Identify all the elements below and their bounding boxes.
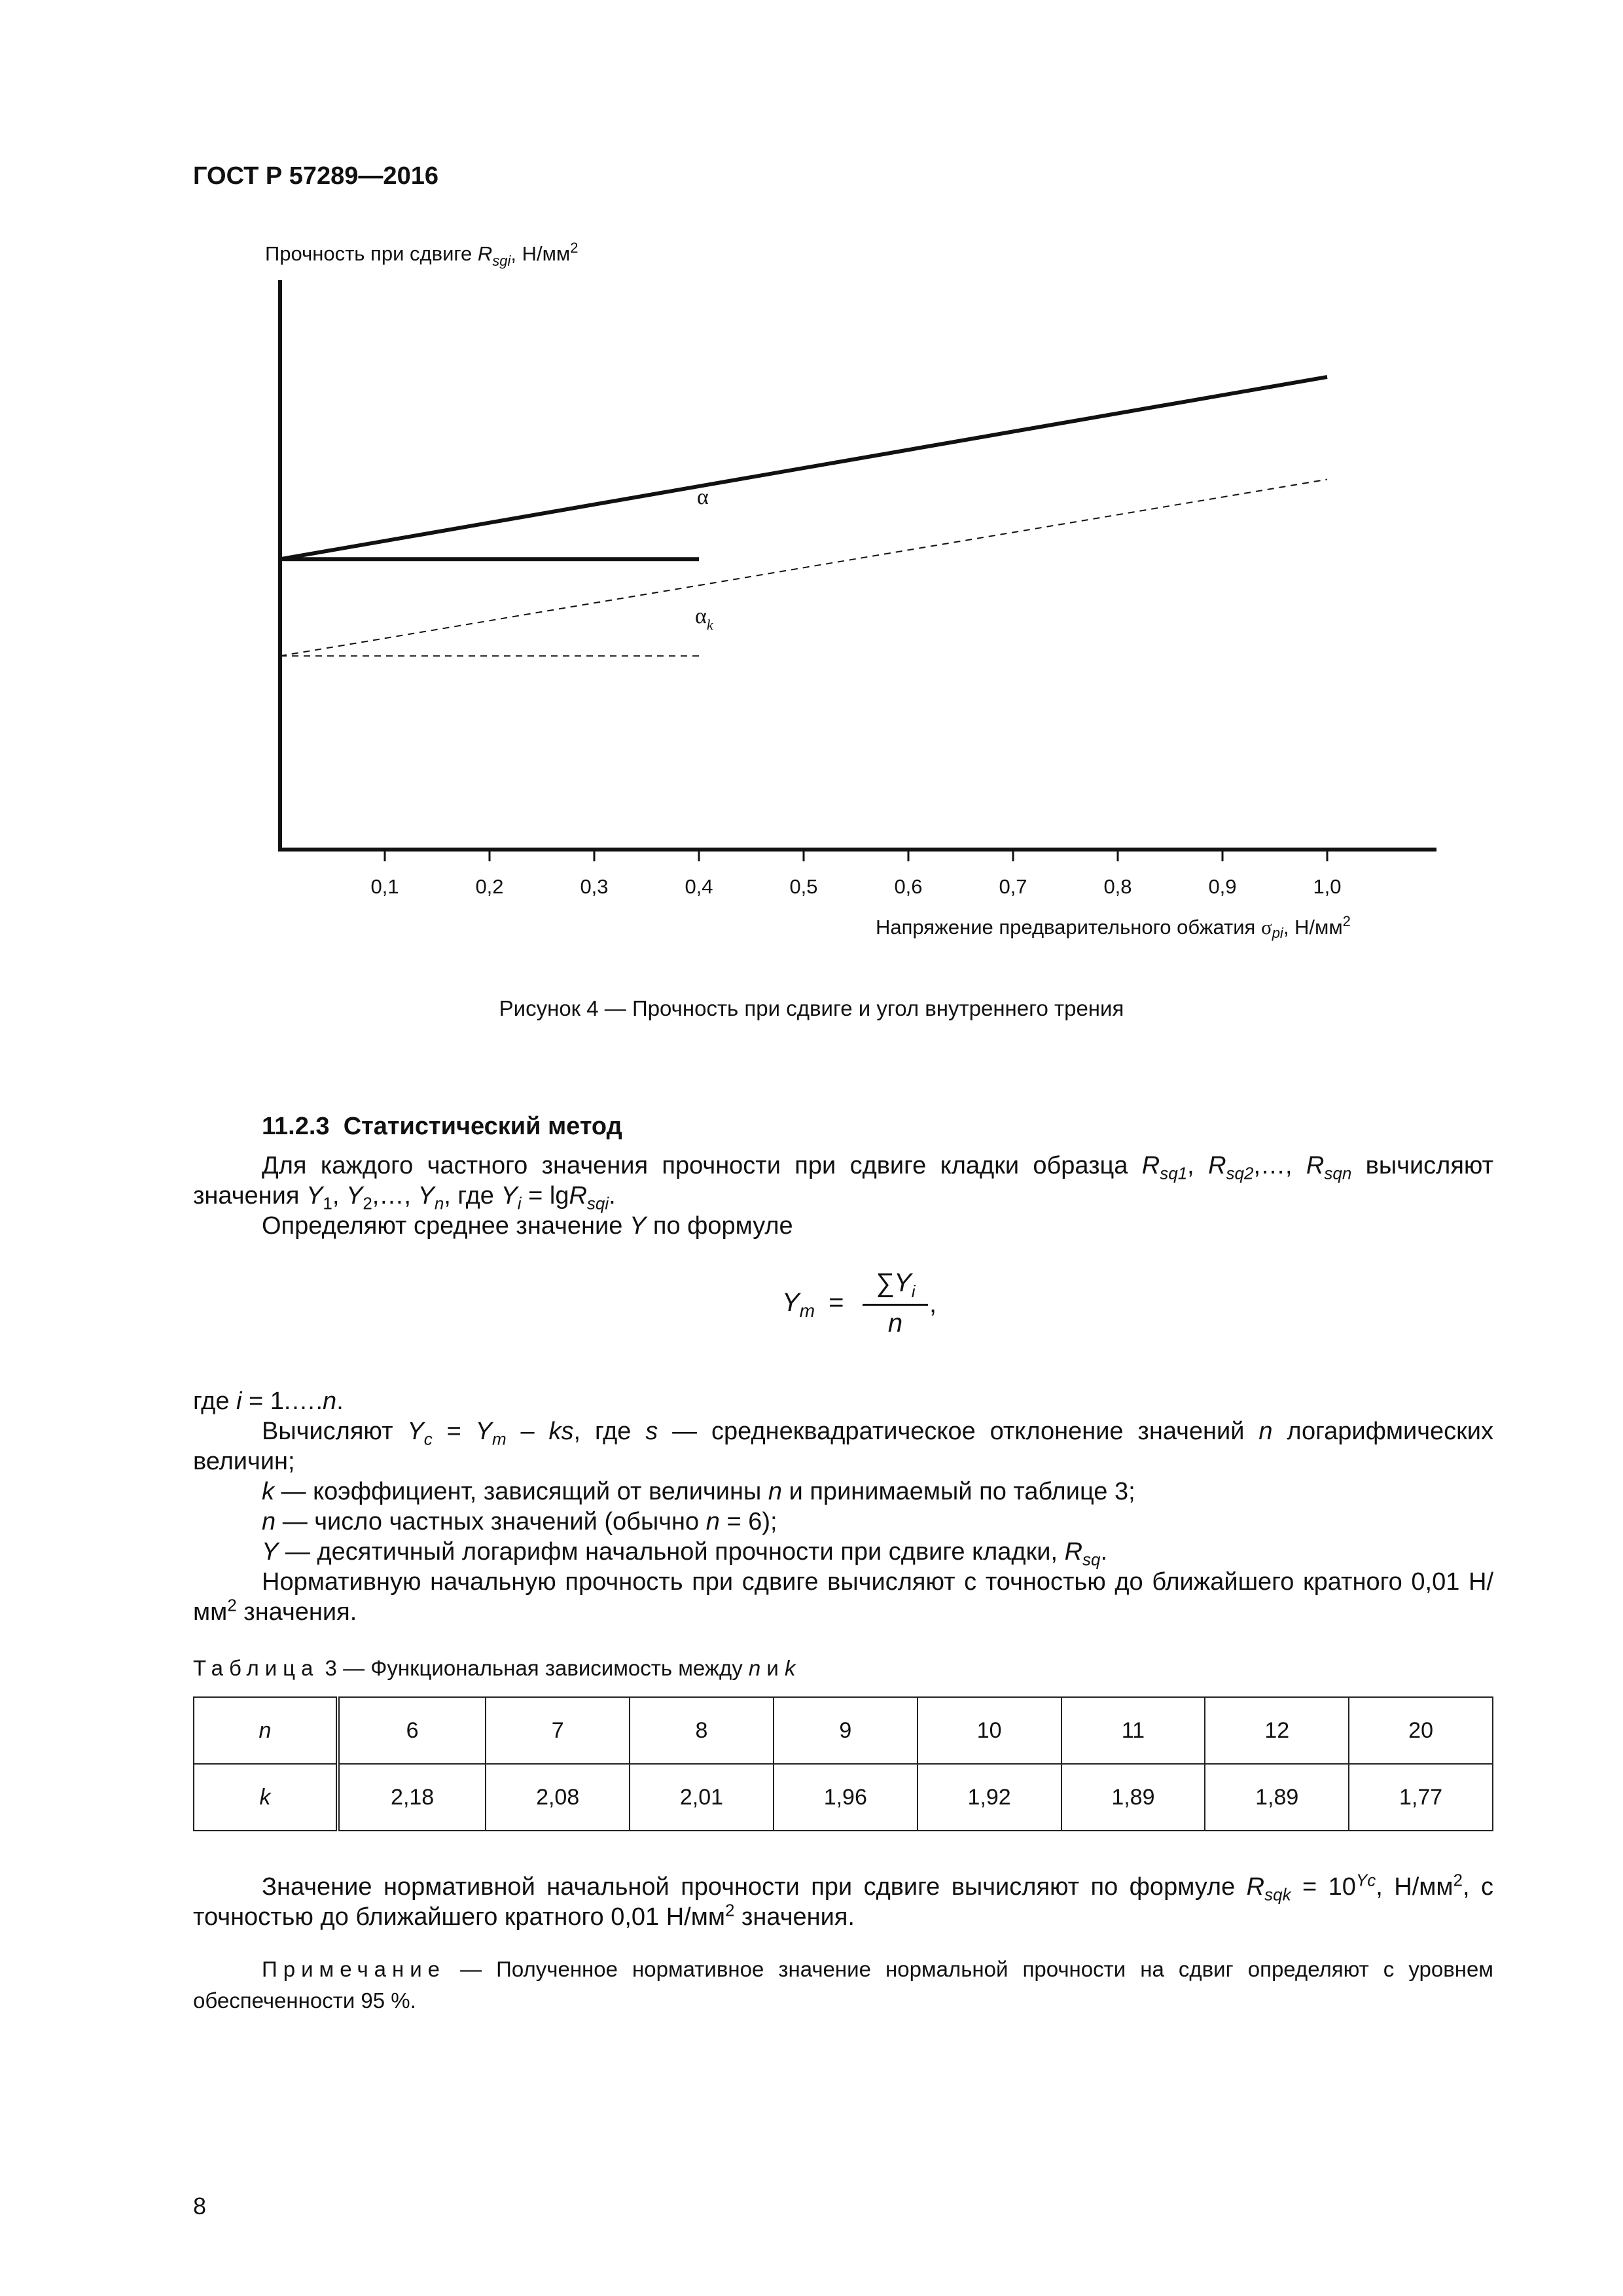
definition-y: Y — десятичный логарифм начальной прочности при сдвиге кладки, $R_{sq}$.: [262, 1538, 1108, 1570]
section-number: 11.2.3: [262, 1113, 330, 1140]
note-label: Примечание: [262, 1957, 446, 1981]
formula-comma: ,: [929, 1289, 937, 1318]
k-cell: 1,89: [1205, 1764, 1349, 1831]
x-axis-label: Напряжение предварительного обжатия σpi, $Н/мм^2$: [876, 913, 1351, 941]
x-tick-label: 0,2: [475, 875, 504, 898]
k-cell: 2,18: [338, 1764, 486, 1831]
x-tick-label: 0,5: [789, 875, 818, 898]
k-cell: 1,96: [774, 1764, 918, 1831]
note-text: — Полученное нормативное значение нормальной прочности на сдвиг определяют с уровнем обеспеченности 95 %.: [193, 1957, 1493, 2013]
n-cell: 10: [918, 1697, 1061, 1764]
paragraph-5: Значение нормативной начальной прочности при сдвиге вычисляют по формуле $R_{sqk} = 10^{Yc}$, $Н/мм^2$, с точностью до ближайшего кратного 0,01 $Н/мм^2$ значения.: [193, 1870, 1493, 1931]
figure-caption: Рисунок 4 — Прочность при сдвиге и угол внутреннего трения: [499, 996, 1124, 1020]
paragraph-4: Нормативную начальную прочность при сдвиге вычисляют с точностью до ближайшего кратного 0,01 $Н/мм^2$ значения.: [193, 1568, 1493, 1626]
n-cell: 20: [1349, 1697, 1493, 1764]
row-label-k: k: [194, 1764, 338, 1831]
x-tick-label: 0,7: [999, 875, 1027, 898]
note: [193, 1954, 1493, 2017]
alpha-k-label: $\alpha_k$: [695, 604, 713, 633]
chart-series-1-solid: [280, 377, 1327, 559]
k-cell: 2,08: [486, 1764, 630, 1831]
alpha-label: α: [697, 485, 709, 509]
x-tick-label: 0,6: [894, 875, 923, 898]
formula-denominator: n: [887, 1309, 903, 1338]
definition-n: n — число частных значений (обычно n = 6);: [262, 1508, 777, 1535]
page-number: 8: [193, 2193, 207, 2219]
x-ticks: [370, 850, 1341, 898]
paragraph-3: Вычисляют $Y_c = Y_m$ – ks, где s — среднеквадратическое отклонение значений n логарифмических величин;: [193, 1418, 1494, 1475]
document-header: ГОСТ Р 57289—2016: [193, 162, 438, 190]
section-title: Статистический метод: [343, 1113, 622, 1140]
x-tick-label: 0,3: [580, 875, 609, 898]
section-heading: [262, 1113, 622, 1141]
k-cell: 1,77: [1349, 1764, 1493, 1831]
n-cell: 6: [338, 1697, 486, 1764]
formula-fraction-bar: [863, 1304, 928, 1306]
k-cell: 2,01: [630, 1764, 774, 1831]
formula-lhs: $Y_m$ =: [782, 1288, 844, 1321]
table-row-n: [194, 1697, 1493, 1764]
chart-lines: [280, 377, 1327, 656]
where-clause: где i = 1.….n.: [193, 1388, 344, 1415]
x-tick-label: 0,8: [1103, 875, 1132, 898]
n-cell: 7: [486, 1697, 630, 1764]
paragraph-1: Для каждого частного значения прочности при сдвиге кладки образца $R_{sq1}$, $R_{sq2},\dots$, $R_{sqn}$ вычисляют значения $Y_1$, $Y_2,\dots$, $Y_n$, где $Y_i = \lg R_{sqi}$.: [193, 1152, 1493, 1213]
n-cell: 11: [1061, 1697, 1205, 1764]
table-caption: Таблица 3 — Функциональная зависимость между n и k: [193, 1656, 796, 1680]
formula-numerator: $\sum Y_i$: [875, 1268, 916, 1301]
definition-k: k — коэффициент, зависящий от величины n и принимаемый по таблице 3;: [262, 1478, 1135, 1505]
x-tick-label: 0,1: [370, 875, 399, 898]
n-cell: 9: [774, 1697, 918, 1764]
k-cell: 1,92: [918, 1764, 1061, 1831]
table-row-k: [194, 1764, 1493, 1831]
chart-series-3-dashed: [280, 480, 1327, 656]
n-cell: 8: [630, 1697, 774, 1764]
k-cell: 1,89: [1061, 1764, 1205, 1831]
n-cell: 12: [1205, 1697, 1349, 1764]
table-n-k: [193, 1696, 1493, 1831]
row-label-n: n: [194, 1697, 338, 1764]
x-tick-label: 0,9: [1208, 875, 1237, 898]
x-tick-label: 1,0: [1313, 875, 1342, 898]
shear-strength-chart: [0, 0, 1623, 982]
y-axis-label: Прочность при сдвиге $R_{sgi}$, $Н/мм^2$: [265, 240, 579, 269]
x-tick-label: 0,4: [685, 875, 713, 898]
paragraph-2: Определяют среднее значение Y по формуле: [262, 1212, 793, 1240]
